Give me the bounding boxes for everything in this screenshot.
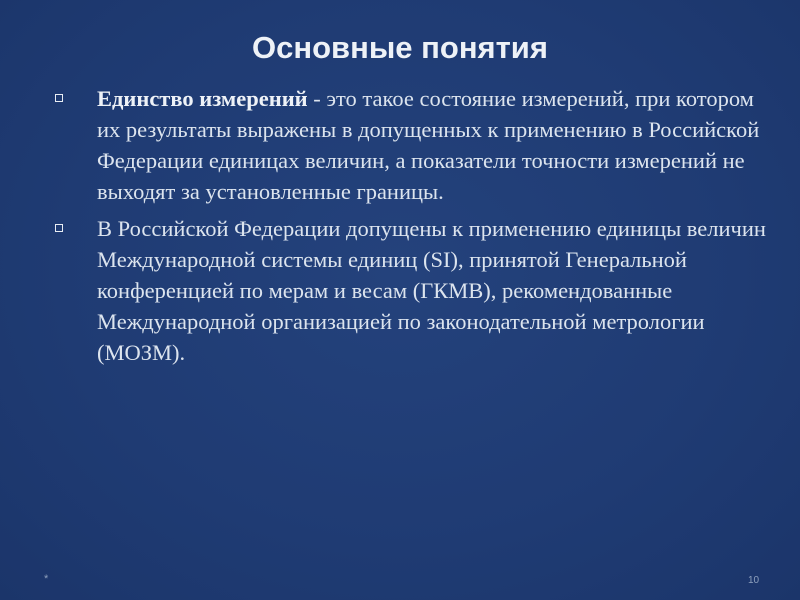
term-label: Единство измерений [97, 86, 308, 111]
bullet-text: - это такое состояние измерений, при котором их результаты выражены в допущенных к применению в Российской Федерации единицах величин, а показатели точности измерений не выходят за установленные границы. [97, 86, 760, 204]
bullet-text: В Российской Федерации допущены к применению единицы величин Международной системы единиц (SI), принятой Генеральной конференцией по мерам и весам (ГКМВ), рекомендованные Международной организацией по законодательной метрологии (МОЗМ). [97, 216, 766, 365]
bullet-item [55, 213, 775, 368]
bullet-list [55, 83, 775, 374]
slide-title: Основные понятия [252, 30, 548, 65]
footer-marker: * [44, 573, 49, 585]
hollow-square-bullet-icon [55, 224, 63, 232]
bullet-item [55, 83, 775, 207]
hollow-square-bullet-icon [55, 94, 63, 102]
page-number: 10 [748, 575, 760, 586]
